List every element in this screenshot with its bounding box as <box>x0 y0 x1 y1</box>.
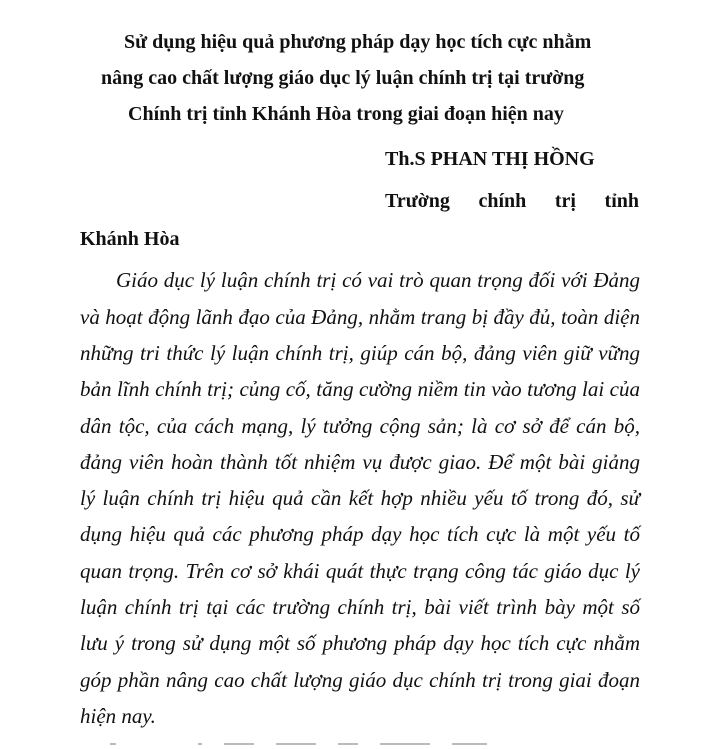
abstract-line: bản lĩnh chính trị; củng cố, tăng cường niềm tin vào tương lai của <box>80 377 640 401</box>
abstract-line: đảng viên hoàn thành tốt nhiệm vụ được giao. Để một bài giảng <box>80 450 640 474</box>
title-line-3: Chính trị tỉnh Khánh Hòa trong giai đoạn hiện nay <box>128 103 564 125</box>
affiliation-word: chính <box>478 190 527 212</box>
abstract-line: và hoạt động lãnh đạo của Đảng, nhằm trang bị đầy đủ, toàn diện <box>80 305 640 329</box>
title-line-2: nâng cao chất lượng giáo dục lý luận chính trị tại trường <box>101 67 585 89</box>
abstract-line: dân tộc, của cách mạng, lý tưởng cộng sản; là cơ sở để cán bộ, <box>80 414 640 438</box>
abstract-line: lý luận chính trị hiệu quả cần kết hợp nhiều yếu tố trong đó, sử <box>80 486 640 510</box>
abstract-line: quan trọng. Trên cơ sở khái quát thực trạng công tác giáo dục lý <box>80 559 640 583</box>
affiliation-line-2: Khánh Hòa <box>80 228 180 250</box>
affiliation-word: trị <box>554 190 576 212</box>
abstract-line: lưu ý trong sử dụng một số phương pháp dạy học tích cực nhằm <box>80 631 640 655</box>
affiliation-line-1 <box>385 189 639 213</box>
abstract-line: luận chính trị tại các trường chính trị, bài viết trình bày một số <box>80 595 640 619</box>
abstract-line: Giáo dục lý luận chính trị có vai trò quan trọng đối với Đảng <box>116 268 640 292</box>
cutoff-next-line <box>110 743 640 749</box>
abstract-line: dụng hiệu quả các phương pháp dạy học tích cực là một yếu tố <box>80 522 640 546</box>
author-name: Th.S PHAN THỊ HỒNG <box>385 148 595 170</box>
abstract-line: góp phần nâng cao chất lượng giáo dục chính trị trong giai đoạn <box>80 668 640 692</box>
abstract-line: những tri thức lý luận chính trị, giúp cán bộ, đảng viên giữ vững <box>80 341 640 365</box>
affiliation-word: Trường <box>385 190 450 212</box>
abstract-line: hiện nay. <box>80 704 156 728</box>
affiliation-word: tỉnh <box>604 190 639 212</box>
title-line-1: Sử dụng hiệu quả phương pháp dạy học tích cực nhằm <box>124 31 592 53</box>
